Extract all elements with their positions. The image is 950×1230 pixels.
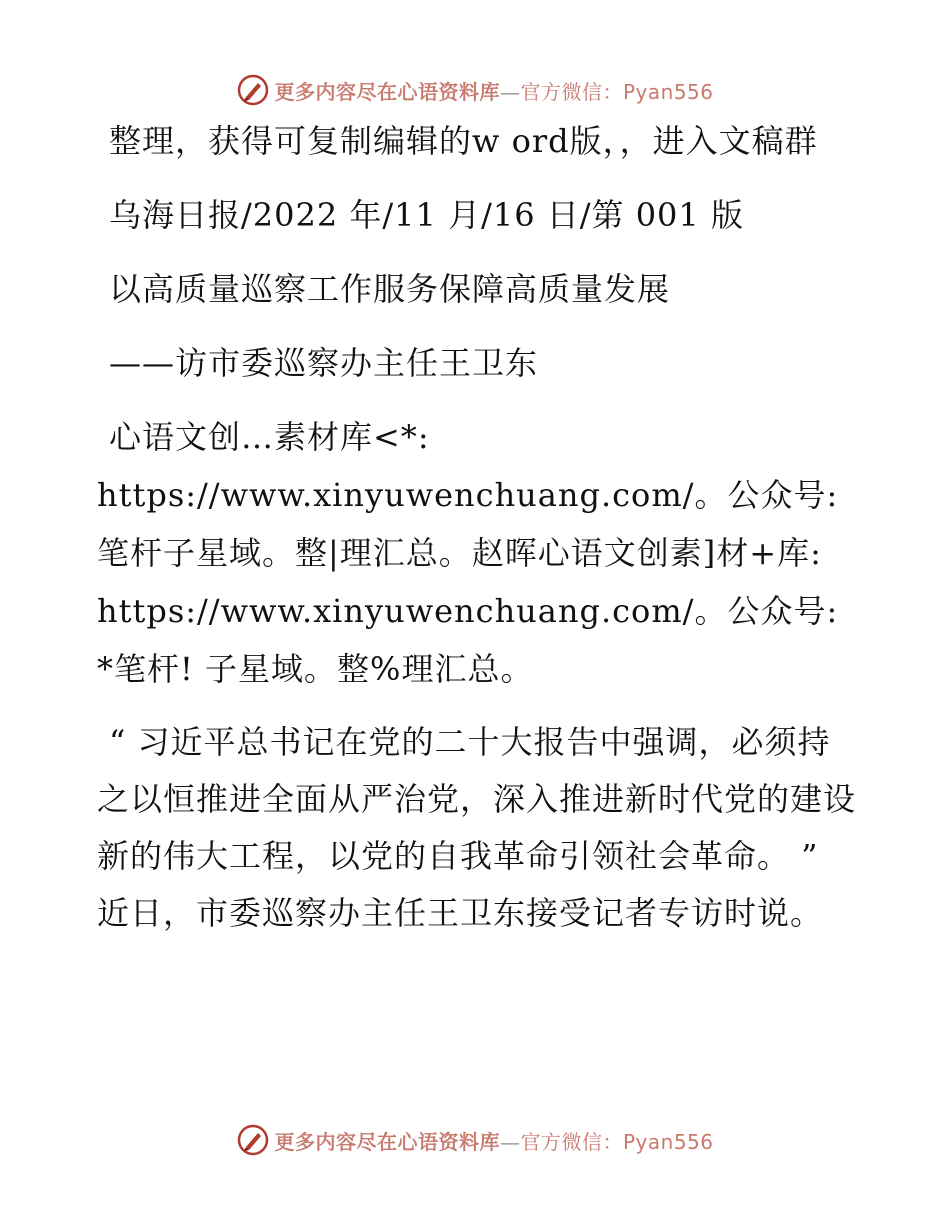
- banner-contact-id: Pyan556: [622, 1129, 714, 1154]
- pen-seal-logo-icon: [236, 73, 270, 107]
- header-banner: [0, 70, 950, 110]
- promo-paragraph: 心语文创…素材库<*: https://www.xinyuwenchuang.com/。公众号: 笔杆子星域。整|理汇总。赵晖心语文创素]材+库: https://www.xinyuwenchuang.com/。公众号: *笔杆! 子星域。整%理汇总。: [97, 418, 839, 688]
- intro-paragraph: 整理，获得可复制编辑的w ord版，，进入文稿群: [109, 122, 818, 160]
- banner-label: 更多内容尽在心语资料库: [274, 79, 500, 104]
- document-content: [97, 112, 857, 942]
- banner-contact-prefix: 官方微信：: [520, 79, 623, 104]
- banner-contact-prefix: 官方微信：: [520, 1129, 623, 1154]
- article-title: 以高质量巡察工作服务保障高质量发展: [109, 270, 671, 308]
- pen-seal-logo-icon: [236, 1123, 270, 1157]
- banner-label: 更多内容尽在心语资料库: [274, 1129, 500, 1154]
- banner-text: [274, 1126, 713, 1155]
- banner-contact-id: Pyan556: [622, 79, 714, 104]
- body-paragraph: “ 习近平总书记在党的二十大报告中强调，必须持之以恒推进全面从严治党，深入推进新时代党的建设新的伟大工程，以党的自我革命引领社会革命。 ” 近日，市委巡察办主任王卫东接受记者专访时说。: [97, 723, 857, 932]
- banner-separator: —: [499, 79, 521, 104]
- source-line: 乌海日报/2022 年/11 月/16 日/第 001 版: [109, 196, 744, 234]
- banner-text: [274, 76, 713, 105]
- banner-separator: —: [499, 1129, 521, 1154]
- footer-banner: [0, 1120, 950, 1160]
- article-subtitle: ——访市委巡察办主任王卫东: [109, 344, 539, 382]
